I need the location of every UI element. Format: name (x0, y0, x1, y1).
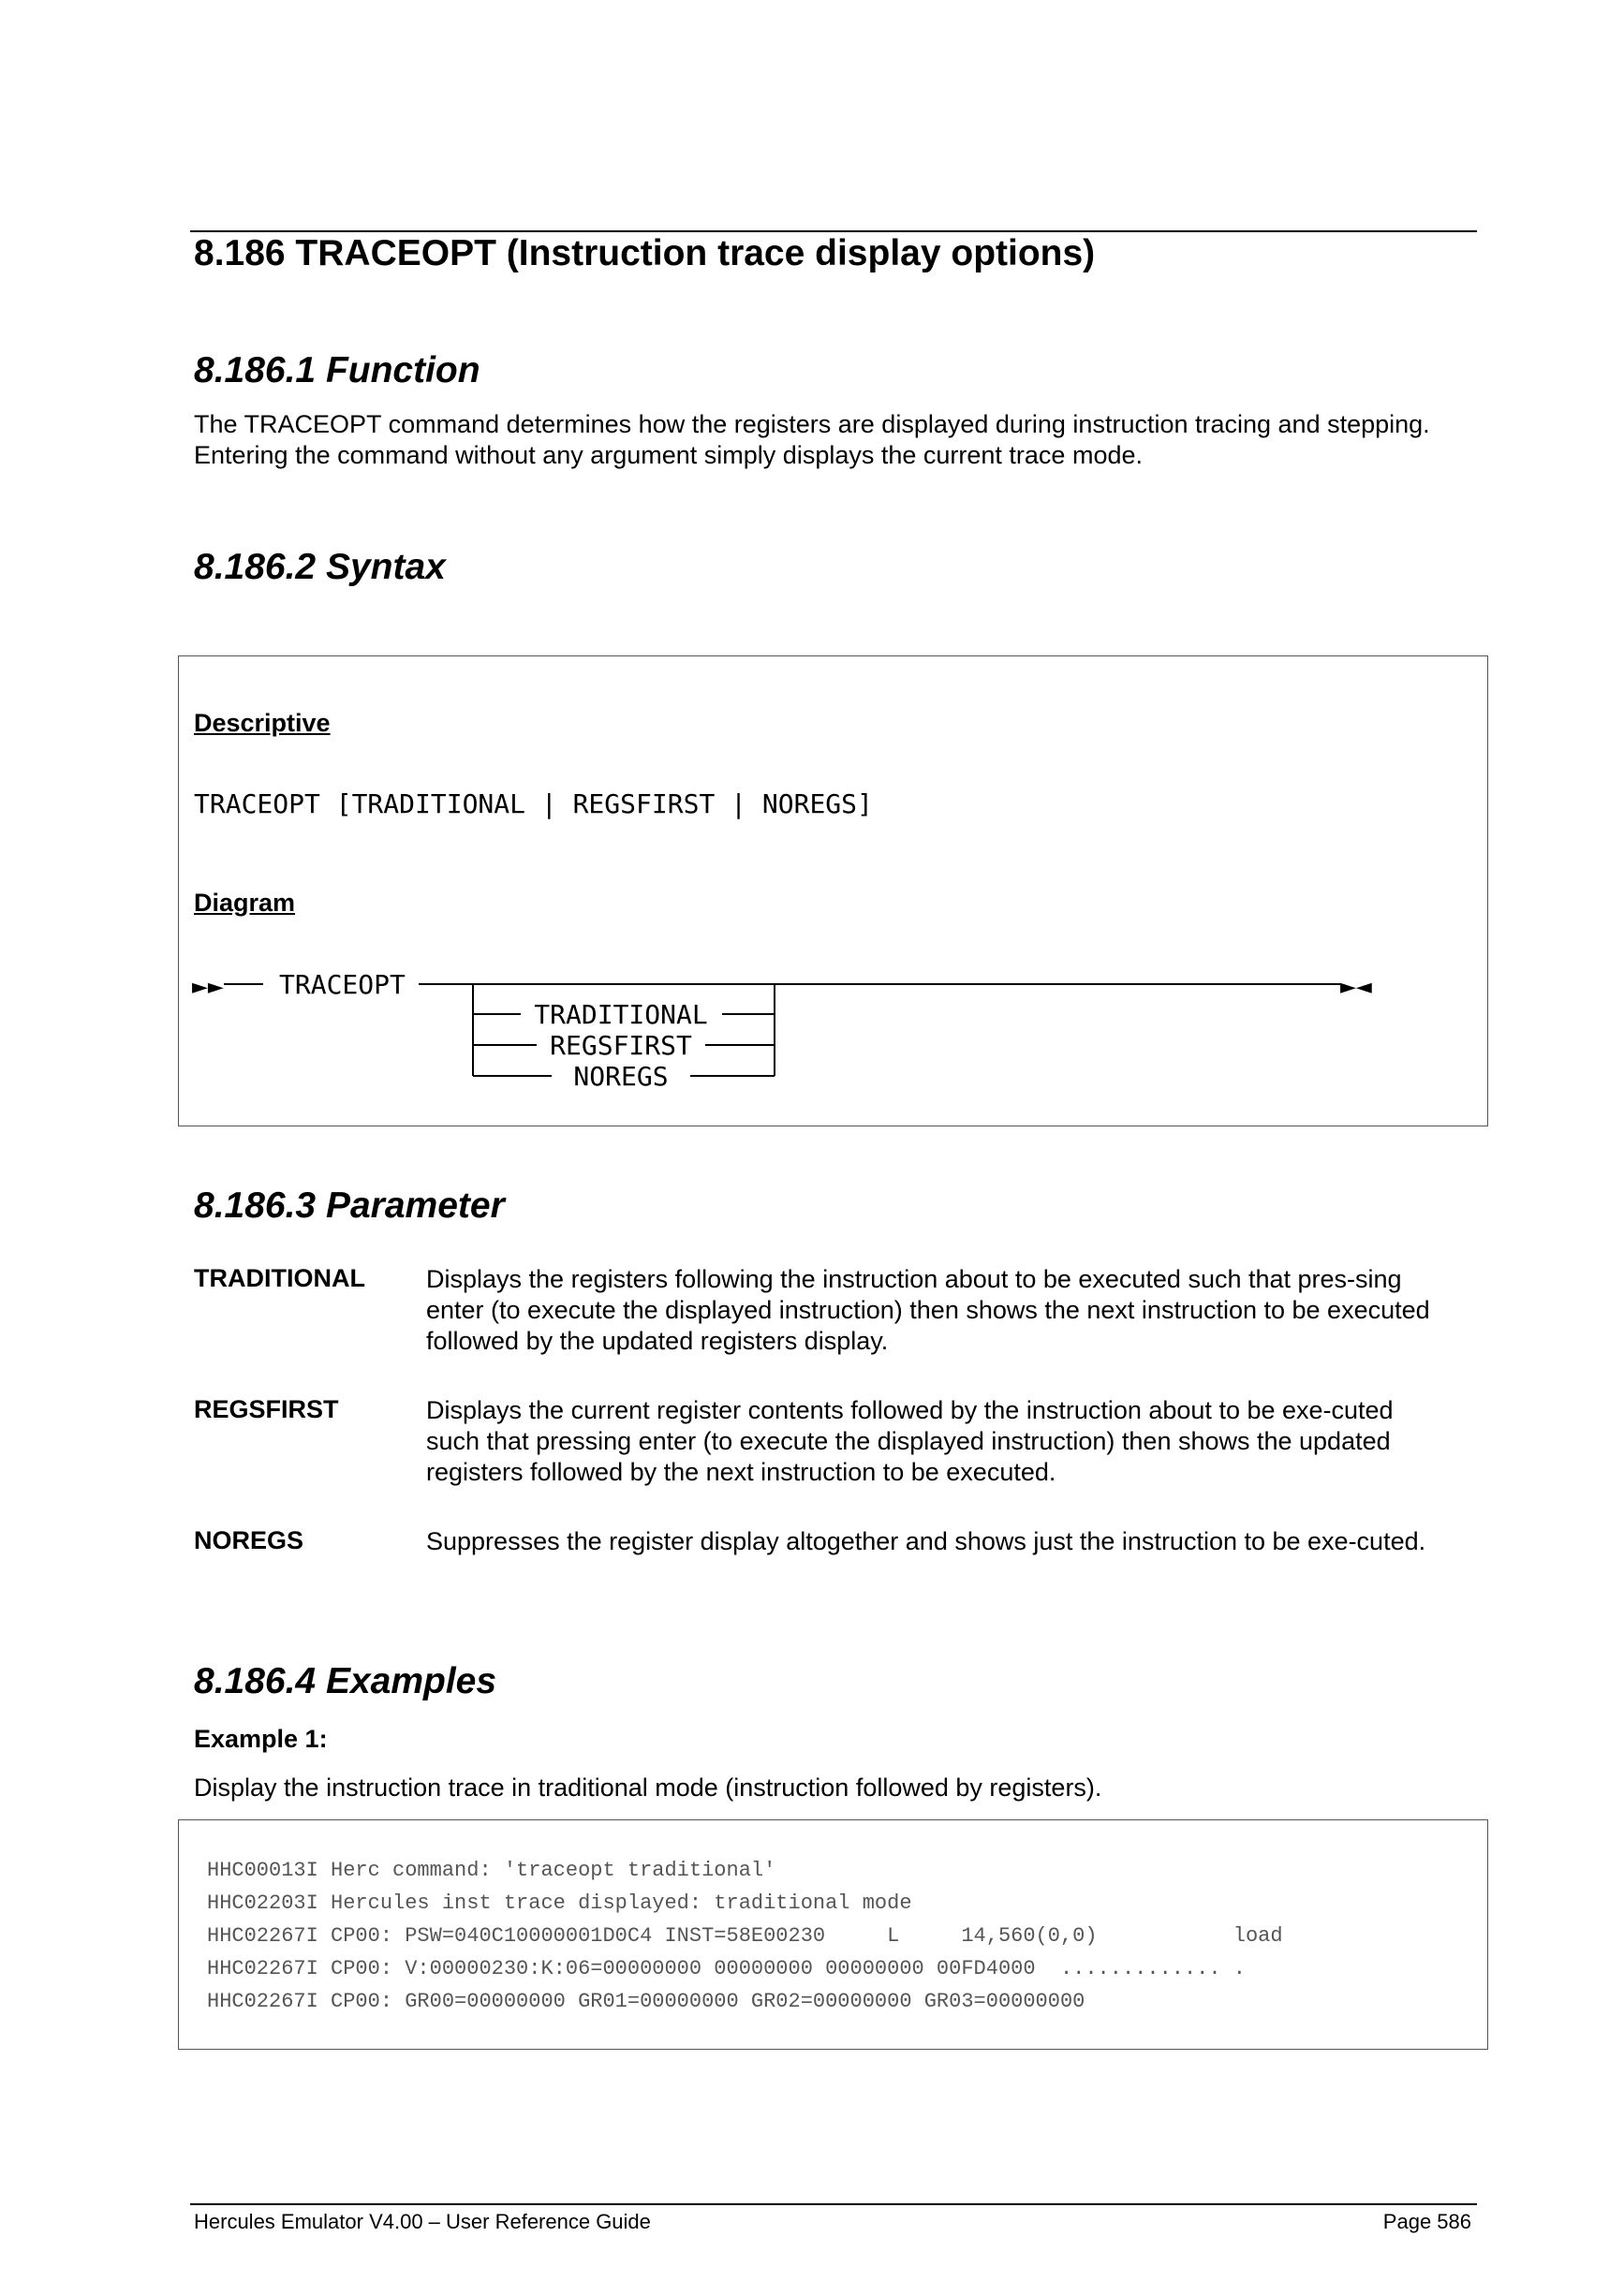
code-line: HHC00013I Herc command: 'traceopt traditional' (207, 1859, 776, 1882)
syntax-box (178, 655, 1488, 1126)
examples-heading: 8.186.4 Examples (194, 1661, 497, 1701)
diagram-command: TRACEOPT (279, 969, 406, 1000)
param-term-traditional: TRADITIONAL (194, 1264, 365, 1292)
example1-text: Display the instruction trace in traditional mode (instruction followed by registers). (194, 1774, 1102, 1802)
param-term-noregs: NOREGS (194, 1526, 304, 1554)
param-desc-noregs: Suppresses the register display altogether and shows just the instruction to be exe-cuted. (426, 1527, 1426, 1555)
diagram-option-regsfirst: REGSFIRST (550, 1030, 692, 1061)
param-desc-regsfirst: Displays the current register contents followed by the instruction about to be exe-cuted such that pressing enter (to execute the displayed instruction) then shows the updated registers followed by the next instruction to be executed. (426, 1396, 1394, 1486)
page-number: Page 586 (1382, 2210, 1471, 2233)
example1-label: Example 1: (194, 1725, 328, 1753)
param-desc-traditional: Displays the registers following the instruction about to be executed such that pres-sing enter (to execute the displayed instruction) then shows the next instruction to be executed followed by the updated registers display. (426, 1265, 1430, 1355)
parameter-heading: 8.186.3 Parameter (194, 1185, 505, 1226)
top-rule (190, 230, 1477, 232)
syntax-heading: 8.186.2 Syntax (194, 547, 446, 587)
param-term-regsfirst: REGSFIRST (194, 1395, 339, 1423)
section-title: 8.186 TRACEOPT (Instruction trace display options) (194, 233, 1096, 273)
diagram-option-traditional: TRADITIONAL (534, 999, 708, 1030)
diagram-option-noregs: NOREGS (573, 1061, 669, 1092)
code-line: HHC02203I Hercules inst trace displayed: traditional mode (207, 1891, 912, 1915)
footer-title: Hercules Emulator V4.00 – User Reference Guide (194, 2210, 651, 2233)
diagram-label: Diagram (194, 889, 296, 917)
function-heading: 8.186.1 Function (194, 350, 480, 390)
diagram-end-arrows: ►◄ (1340, 976, 1372, 999)
footer-rule (190, 2203, 1477, 2205)
descriptive-label: Descriptive (194, 709, 331, 737)
code-box (178, 1819, 1488, 2050)
syntax-diagram (179, 956, 1486, 1115)
diagram-start-arrows: ►► (192, 976, 224, 999)
descriptive-syntax: TRACEOPT [TRADITIONAL | REGSFIRST | NOREGS] (194, 788, 873, 819)
function-text: The TRACEOPT command determines how the registers are displayed during instruction tracing and stepping. Entering the command without any argument simply displays the current trace mode. (194, 410, 1430, 469)
code-line: HHC02267I CP00: GR00=00000000 GR01=00000000 GR02=00000000 GR03=00000000 (207, 1990, 1085, 2013)
code-line: HHC02267I CP00: PSW=040C10000001D0C4 INST=58E00230 L 14,560(0,0) load (207, 1924, 1283, 1948)
code-line: HHC02267I CP00: V:00000230:K:06=00000000 00000000 00000000 00FD4000 ............. . (207, 1957, 1246, 1980)
